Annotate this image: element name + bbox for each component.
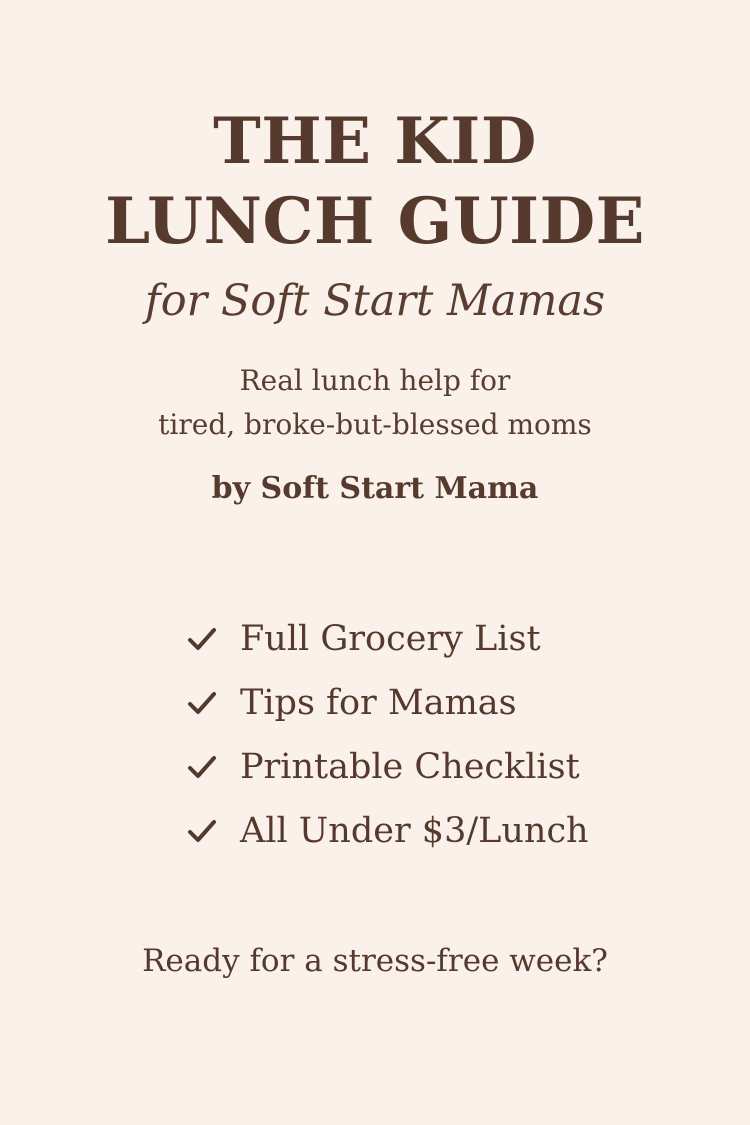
- feature-label: Tips for Mamas: [240, 683, 517, 723]
- check-icon: [186, 687, 218, 719]
- tagline-line-1: Real lunch help for: [239, 364, 511, 397]
- subtitle: for Soft Start Mamas: [144, 276, 606, 326]
- feature-item: [186, 735, 589, 799]
- feature-label: All Under $3/Lunch: [240, 811, 589, 851]
- tagline: [0, 359, 750, 447]
- title-line-1: THE KID: [213, 104, 537, 179]
- feature-label: Printable Checklist: [240, 747, 580, 787]
- call-to-action: Ready for a stress-free week?: [142, 943, 608, 979]
- feature-label: Full Grocery List: [240, 619, 541, 659]
- feature-item: [186, 607, 589, 671]
- check-icon: [186, 815, 218, 847]
- check-icon: [186, 623, 218, 655]
- feature-item: [186, 671, 589, 735]
- feature-item: [186, 799, 589, 863]
- title-line-2: LUNCH GUIDE: [105, 184, 645, 259]
- page-title: [0, 102, 750, 262]
- byline: by Soft Start Mama: [211, 471, 539, 506]
- check-icon: [186, 751, 218, 783]
- feature-list: [186, 607, 589, 863]
- tagline-line-2: tired, broke-but-blessed moms: [158, 408, 592, 441]
